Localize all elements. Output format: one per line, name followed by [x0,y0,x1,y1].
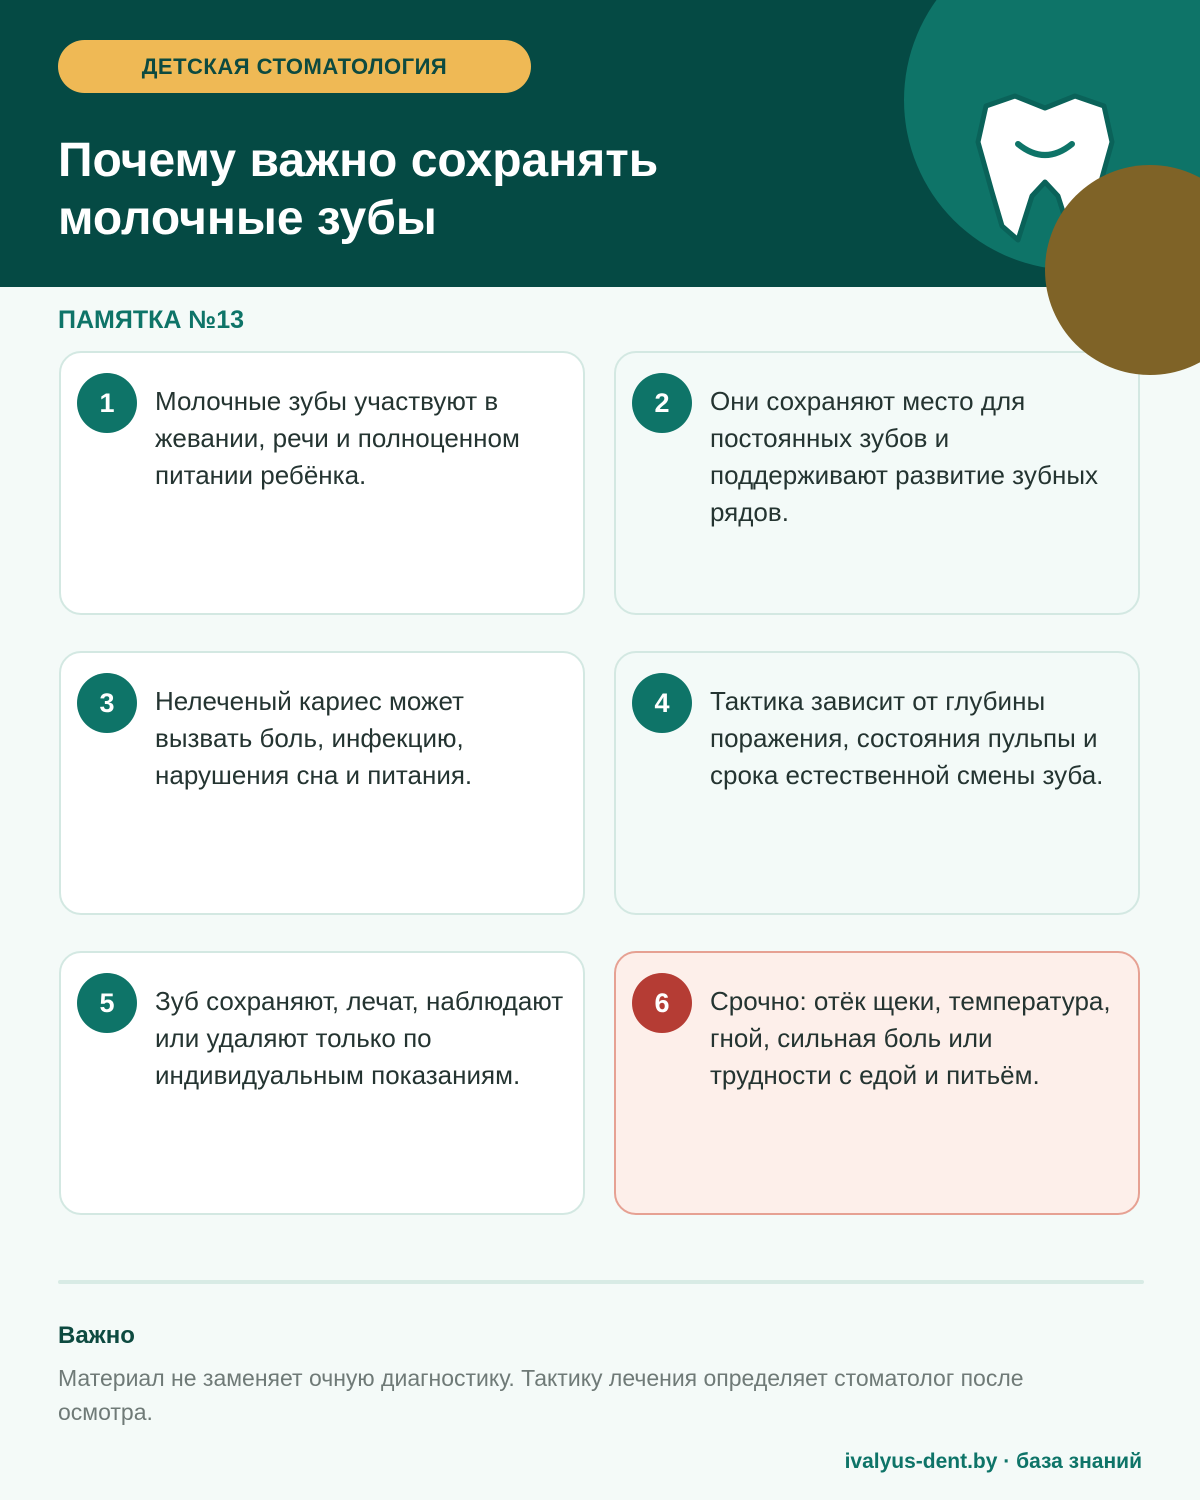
page-title-line-2: молочные зубы [58,192,437,245]
page-title [58,132,858,248]
card-number-badge: 6 [632,973,692,1033]
card-text: Тактика зависит от глубины поражения, состояния пульпы и срока естественной смены зуба. [710,686,1104,790]
note-title: Важно [58,1322,135,1349]
card-text: Молочные зубы участвуют в жевании, речи и полноценном питании ребёнка. [155,386,520,490]
note-text: Материал не заменяет очную диагностику. Тактику лечения определяет стоматолог после осмотра. [58,1365,1024,1425]
card-text: Они сохраняют место для постоянных зубов и поддерживают развитие зубных рядов. [710,386,1099,527]
card-text: Срочно: отёк щеки, температура, гной, сильная боль или трудности с едой и питьём. [710,986,1111,1090]
info-card-2 [614,351,1140,615]
divider [58,1280,1144,1284]
card-number-badge: 2 [632,373,692,433]
category-pill: ДЕТСКАЯ СТОМАТОЛОГИЯ [58,40,531,93]
footer-source: ivalyus-dent.by · база знаний [844,1450,1142,1473]
card-number-badge: 1 [77,373,137,433]
urgent-card-6 [614,951,1140,1215]
memo-label: ПАМЯТКА №13 [58,306,245,334]
card-number-badge: 5 [77,973,137,1033]
card-text: Зуб сохраняют, лечат, наблюдают или удаляют только по индивидуальным показаниям. [155,986,564,1090]
header-banner [0,0,1200,287]
info-card-1 [59,351,585,615]
info-card-3 [59,651,585,915]
card-text: Нелеченый кариес может вызвать боль, инфекцию, нарушения сна и питания. [155,686,473,790]
card-number-badge: 3 [77,673,137,733]
card-number-badge: 4 [632,673,692,733]
page-title-line-1: Почему важно сохранять [58,134,659,187]
info-card-4 [614,651,1140,915]
info-card-5 [59,951,585,1215]
